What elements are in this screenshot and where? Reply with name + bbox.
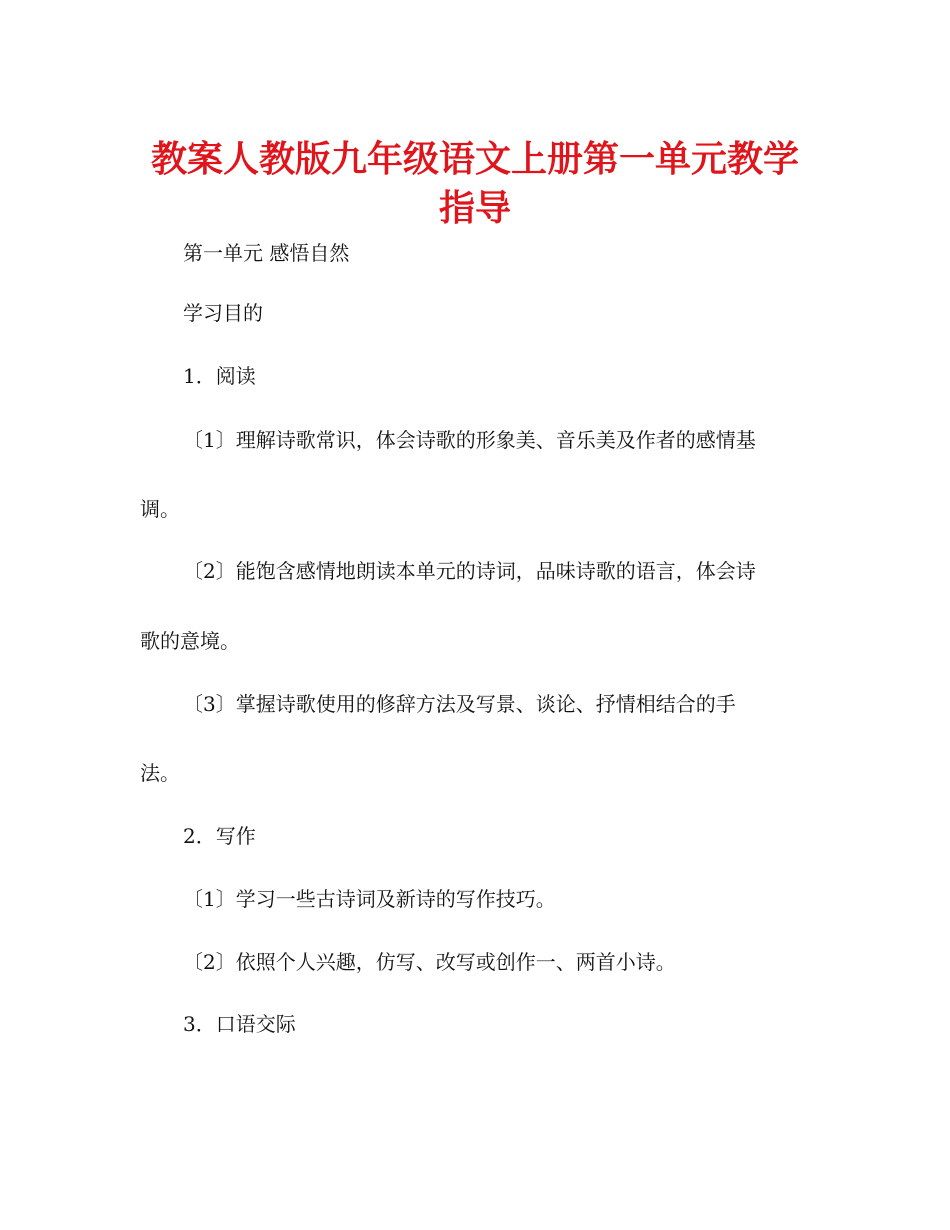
subsection-heading-reading: 1．阅读 [183, 364, 256, 388]
reading-goal-1-line-2: 调。 [140, 497, 180, 521]
unit-heading: 第一单元 感悟自然 [183, 241, 350, 265]
reading-goal-1-line-1: 〔1〕理解诗歌常识，体会诗歌的形象美、音乐美及作者的感情基 [183, 428, 756, 452]
subsection-heading-writing: 2．写作 [183, 824, 256, 848]
writing-goal-1: 〔1〕学习一些古诗词及新诗的写作技巧。 [183, 887, 556, 911]
document-title-line-1: 教案人教版九年级语文上册第一单元教学 [150, 139, 799, 180]
reading-goal-2-line-2: 歌的意境。 [140, 629, 240, 653]
document-title-line-2: 指导 [438, 188, 511, 229]
reading-goal-3-line-1: 〔3〕掌握诗歌使用的修辞方法及写景、谈论、抒情相结合的手 [183, 692, 736, 716]
subsection-heading-oral-communication: 3．口语交际 [183, 1012, 296, 1036]
writing-goal-2: 〔2〕依照个人兴趣，仿写、改写或创作一、两首小诗。 [183, 950, 676, 974]
reading-goal-3-line-2: 法。 [140, 761, 180, 785]
reading-goal-2-line-1: 〔2〕能饱含感情地朗读本单元的诗词，品味诗歌的语言，体会诗 [183, 559, 756, 583]
section-heading-learning-goals: 学习目的 [183, 301, 263, 325]
